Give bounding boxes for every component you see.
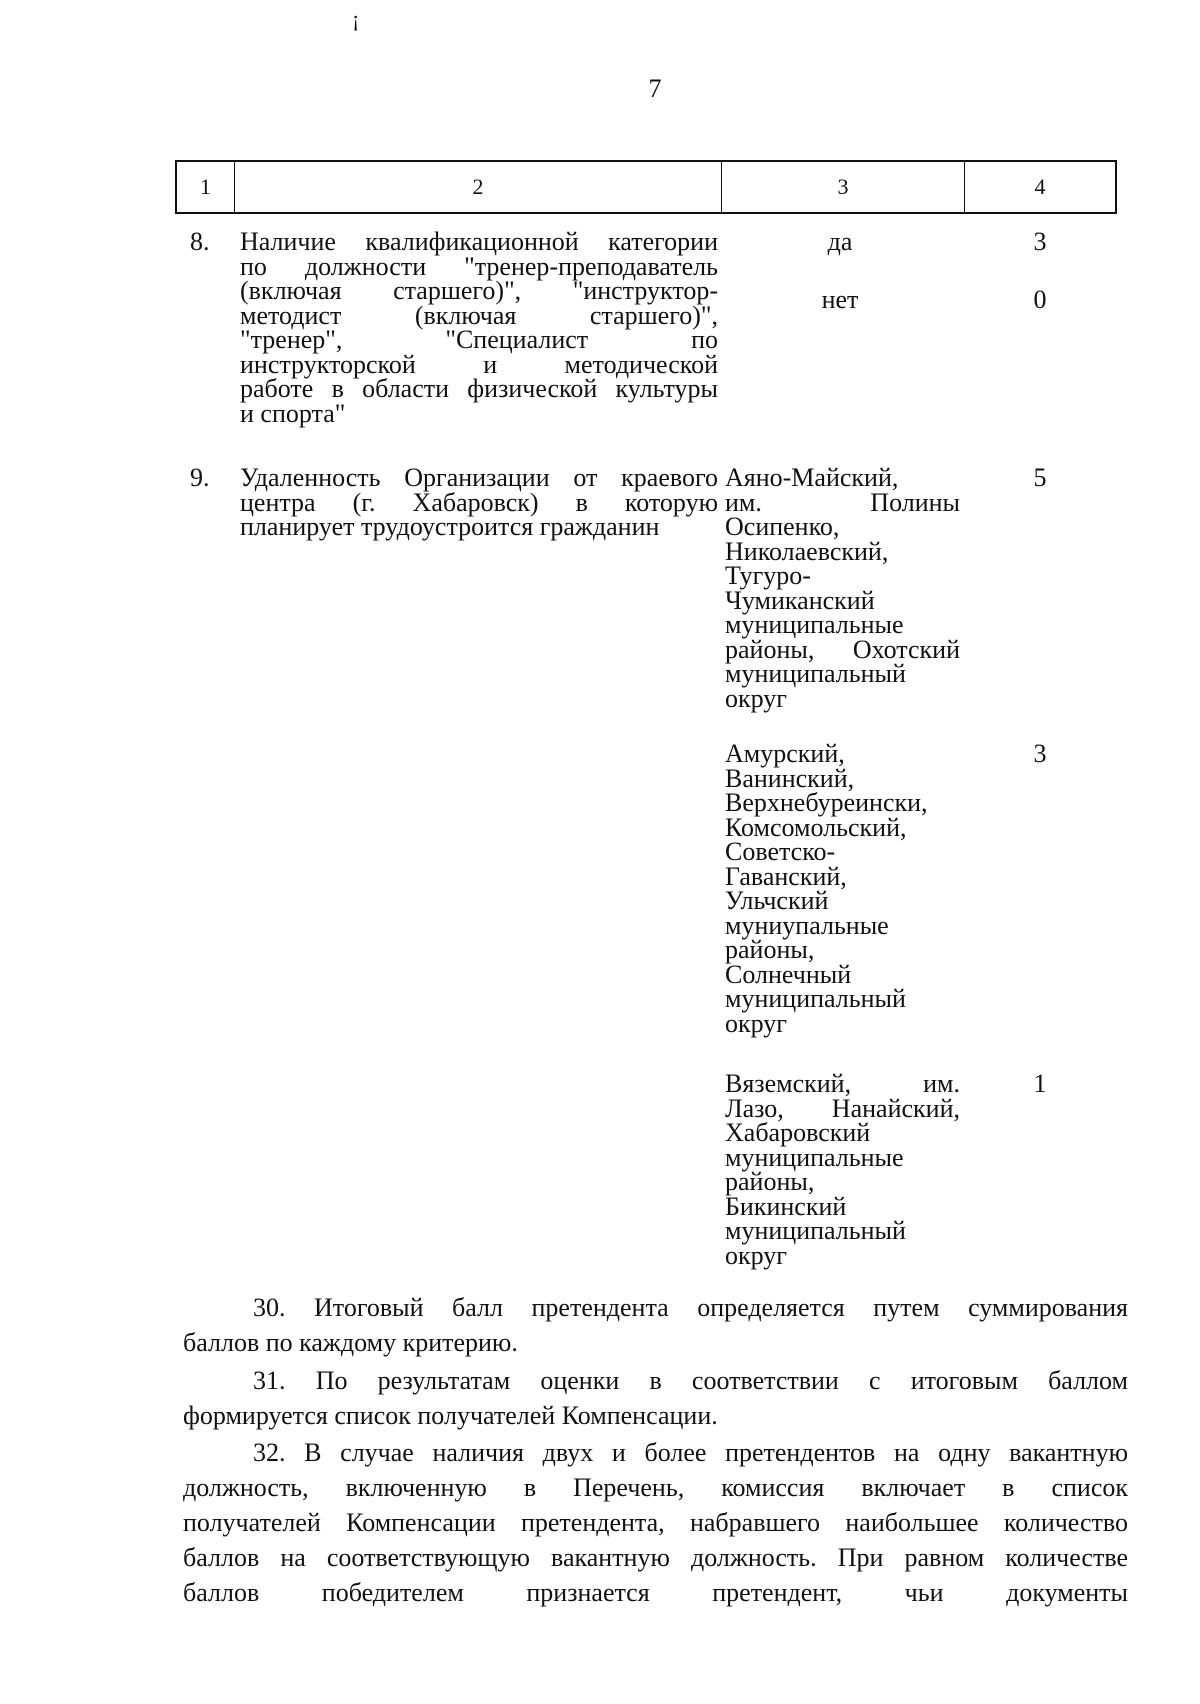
criterion-text	[240, 463, 718, 541]
table-header-cell: 2	[235, 162, 722, 212]
criterion-text	[240, 227, 718, 428]
criterion-line: Наличие квалификационной категории	[240, 227, 718, 256]
page-mark: ¡	[352, 6, 360, 31]
paragraph-line: формируется список получателей Компенсации.	[183, 1401, 718, 1430]
option-line: Хабаровский	[725, 1118, 871, 1147]
criterion-line: Удаленность Организации от краевого	[240, 463, 718, 492]
option-line: да	[827, 227, 853, 256]
option-line: Верхнебуреински,	[725, 788, 928, 817]
criterion-line: центра (г. Хабаровск) в которую	[240, 487, 718, 517]
criterion-line: по должности "тренер-преподаватель	[240, 251, 718, 281]
paragraph-line: получателей Компенсации претендента, набравшего наибольшее количество	[183, 1508, 1128, 1537]
option-line: Осипенко,	[725, 512, 840, 541]
option-line: нет	[821, 285, 859, 314]
option-line: Чумиканский	[725, 585, 875, 615]
option-value	[725, 285, 955, 314]
option-line: Комсомольский,	[725, 812, 907, 842]
option-line: Лазо, Нанайский,	[725, 1093, 960, 1123]
option-value	[725, 1069, 960, 1270]
option-line: Советско-	[725, 837, 836, 866]
table-header-cell: 4	[1034, 174, 1046, 199]
paragraph-line: баллов по каждому критерию.	[183, 1328, 518, 1357]
paragraph-line: 32. В случае наличия двух и более претендентов на одну вакантную	[253, 1438, 1128, 1467]
option-points: 5	[1033, 463, 1047, 492]
option-line: округ	[725, 1008, 787, 1038]
option-line: Николаевский,	[725, 536, 889, 566]
paragraph-line: баллов на соответствующую вакантную должность. При равном количестве	[183, 1543, 1128, 1572]
option-line: районы,	[725, 1167, 815, 1196]
criterion-line: и спорта"	[240, 398, 346, 428]
option-line: Аяно-Майский,	[725, 463, 899, 492]
row-number: 9.	[190, 463, 210, 492]
option-line: Ванинский,	[725, 763, 855, 793]
criterion-line: планирует трудоустроится гражданин	[240, 512, 660, 541]
option-line: Бикинский	[725, 1191, 847, 1221]
criterion-line: "тренер", "Специалист по	[240, 325, 718, 354]
option-line: Гаванский,	[725, 861, 847, 891]
paragraph-line: должность, включенную в Перечень, комиссия включает в список	[183, 1473, 1128, 1502]
option-line: округ	[725, 683, 787, 713]
paragraph-32	[183, 1435, 1128, 1610]
criterion-line: работе в области физической культуры	[240, 374, 718, 403]
option-line: Вяземский, им.	[725, 1069, 960, 1098]
option-points: 0	[1033, 285, 1047, 314]
criterion-line: (включая старшего)", "инструктор-	[240, 276, 718, 305]
option-value	[725, 739, 960, 1038]
option-line: муниципальный	[725, 1216, 906, 1245]
option-points: 1	[1033, 1069, 1047, 1098]
paragraph-line: 30. Итоговый балл претендента определяется путем суммирования	[253, 1293, 1128, 1322]
option-value	[725, 227, 955, 256]
table-header-cell: 3	[722, 162, 965, 212]
option-value	[725, 463, 960, 713]
option-line: им. Полины	[725, 487, 960, 517]
paragraph-line: баллов победителем признается претендент, чьи документы	[183, 1578, 1128, 1607]
paragraph-30	[183, 1290, 1128, 1360]
option-line: районы,	[725, 935, 815, 964]
paragraph-line: 31. По результатам оценки в соответствии с итоговым баллом	[253, 1366, 1128, 1395]
option-line: Солнечный	[725, 959, 852, 989]
option-line: округ	[725, 1240, 787, 1270]
row-number: 8.	[190, 227, 210, 256]
option-line: Ульчский	[725, 886, 829, 915]
paragraph-31	[183, 1363, 1128, 1433]
option-line: районы, Охотский	[725, 634, 960, 664]
option-points: 3	[1033, 227, 1047, 256]
table-header-row	[175, 160, 1117, 214]
option-line: муниупальные	[725, 910, 889, 940]
option-line: муниципальные	[725, 1142, 904, 1172]
criterion-line: инструкторской и методической	[240, 349, 718, 379]
criterion-line: методист (включая старшего)",	[240, 300, 718, 330]
option-line: Амурский,	[725, 739, 845, 768]
option-line: муниципальные	[725, 610, 904, 639]
option-line: муниципальный	[725, 984, 906, 1013]
option-line: Тугуро-	[725, 561, 811, 590]
page-number: 7	[648, 74, 662, 103]
option-points: 3	[1033, 739, 1047, 768]
table-header-cell: 1	[177, 162, 235, 212]
option-line: муниципальный	[725, 659, 906, 688]
